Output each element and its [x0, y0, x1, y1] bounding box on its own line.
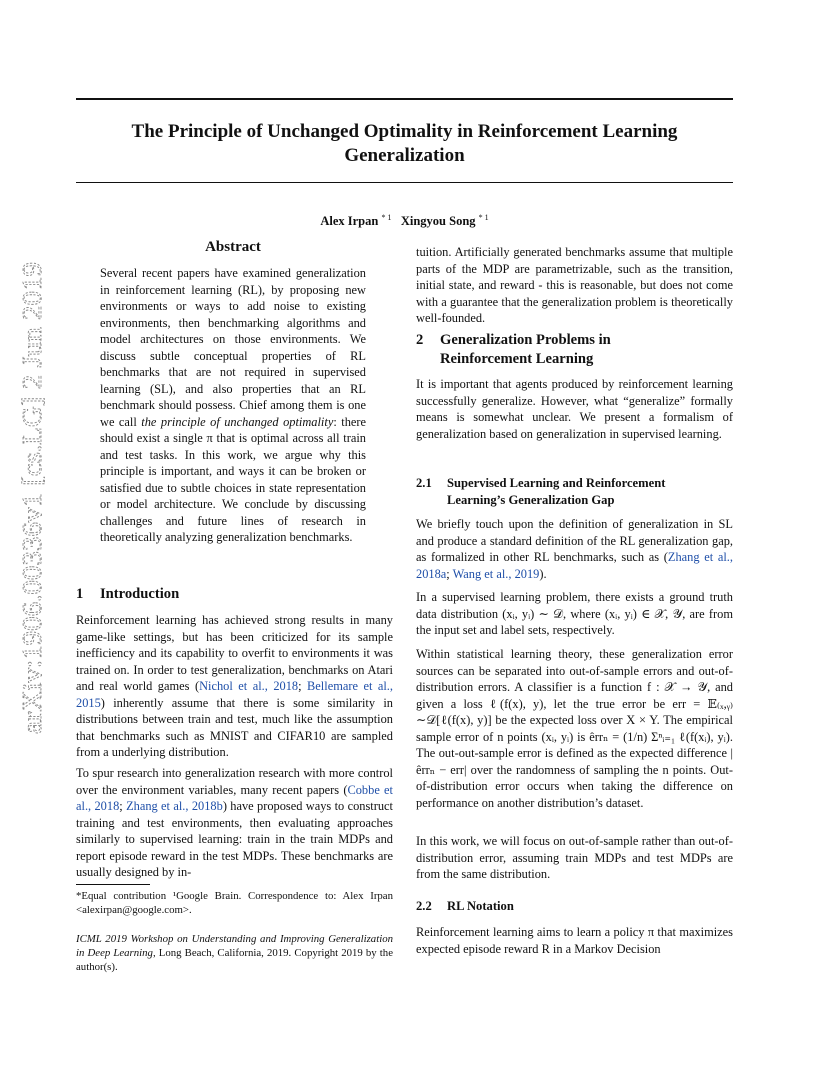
section-1-heading: 1 Introduction [76, 586, 180, 602]
abstract-text: Several recent papers have examined generalization in reinforcement learning (RL), by proposing new environments or ways to add noise to existing environments, then benchmarking algorithms and model architectures on those environments. We discuss subtle conceptual properties of RL benchmarks that are not required in supervised learning (SL), and also properties that an RL benchmark should possess. Chief among them is one we call the principle of unchanged optimality: there should exist a single π that is optimal across all train and test tasks. In this work, we argue why this principle is important, and ways it can be broken or satisfied due to subtle choices in state representation or model architecture. We conclude by discussing challenges and future lines of research in theoretically analyzing generalization benchmarks. [100, 266, 367, 544]
citation-link[interactable]: Wang et al., 2019 [452, 566, 540, 581]
title-top-rule [76, 98, 733, 100]
abstract-heading: Abstract [205, 239, 261, 255]
citation-link[interactable]: Cobbe et al., 2018 [76, 782, 393, 813]
citation-link[interactable]: Nichol et al., 2018 [199, 679, 299, 693]
subsection-2-2-paragraph: Reinforcement learning aims to learn a policy π that maximizes expected episode reward R in a Markov Decision [416, 925, 733, 956]
author-list [76, 213, 733, 229]
title-line-1: The Principle of Unchanged Optimality in Reinforcement Learning [131, 121, 678, 142]
subsection-2-2-heading: 2.2 RL Notation [416, 899, 514, 913]
section-2-heading: 2 Generalization Problems in Reinforcement Learning [416, 332, 611, 367]
footnote-rule [76, 884, 150, 885]
intro-paragraph-2: To spur research into generalization research with more control over the environment variables, many recent papers (Cobbe et al., 2018; Zhang et al., 2018b) have proposed ways to construct training and test environments, then evaluating approaches similarly to supervised learning: train in the train MDPs and report episode reward in the test MDPs. These benchmarks are usually designed by in- [76, 766, 393, 879]
principle-name: the principle of unchanged optimality [141, 414, 334, 429]
section-2-paragraph: It is important that agents produced by reinforcement learning successfully generalize. However, what “generalize” formally means is somewhat unclear. We present a formalism of generalization based on generalization in supervised learning. [416, 377, 733, 441]
subsection-2-1-paragraph-4: In this work, we will focus on out-of-sample rather than out-of-distribution error, assuming train MDPs and test MDPs are from the same distribution. [416, 834, 733, 881]
citation-link[interactable]: Zhang et al., 2018a [416, 550, 733, 581]
title-bottom-rule [76, 182, 733, 183]
paper-title [76, 120, 733, 168]
footnote-text: *Equal contribution ¹Google Brain. Correspondence to: Alex Irpan <alexirpan@google.com>. [76, 890, 393, 916]
author-name: Xingyou Song [400, 214, 476, 229]
continued-paragraph: tuition. Artificially generated benchmarks assume that multiple parts of the MDP are parametrizable, such as the transition, initial state, and reward - this is reasonable, but does not come with a guarantee that the generalization problem is theoretically well-founded. [416, 245, 733, 325]
citation-link[interactable]: Zhang et al., 2018b [126, 799, 223, 813]
subsection-2-1-paragraph-3: Within statistical learning theory, these generalization error sources can be separated into out-of-sample errors and out-of-distribution errors. A classifier is a function f : 𝒳 → 𝒴, and given a loss ℓ(f(x), y), let the true error be err = 𝔼₍ₓ,ᵧ₎∼𝒟[ℓ(f(x), y)] be the expected loss over X × Y. The empirical sample error of n points (xᵢ, yᵢ) is êrrₙ = (1/n) Σⁿᵢ₌₁ ℓ(f(xᵢ), yᵢ). The out-out-sample error is defined as the expected difference |êrrₙ − err| over the randomness of sampling the n points. Out-of-distribution error occurs when taking the difference on performance on another distribution’s dataset. [416, 647, 733, 810]
title-line-2: Generalization [344, 145, 465, 166]
subsection-2-1-paragraph-1: We briefly touch upon the definition of generalization in SL and produce a standard definition of the RL generalization gap, as formalized in other RL benchmarks, such as (Zhang et al., 2018a; Wang et al., 2019). [416, 517, 733, 581]
intro-paragraph-1: Reinforcement learning has achieved strong results in many game-like settings, but has been criticized for its sample inefficiency and its capability to overfit to environments it was trained on. In order to test generalization, benchmarks on Atari and real world games (Nichol et al., 2018; Bellemare et al., 2015) inherently assume that there is some similarity in distributions between train and test, much like the assumption that benchmarks such as MNIST and CIFAR10 are sampled from a underlying distribution. [76, 613, 393, 759]
subsection-2-1-heading: 2.1 Supervised Learning and Reinforcement Learning’s Generalization Gap [416, 476, 666, 507]
arxiv-stamp-text: arXiv:1906.00336v1 [cs.LG] 2 Jun 2019 [17, 294, 47, 734]
author-name: Alex Irpan [320, 214, 379, 229]
author-affil-mark: * 1 [478, 213, 489, 222]
arxiv-stamp [8, 258, 48, 738]
author-affil-mark: * 1 [381, 213, 392, 222]
citation-link[interactable]: Bellemare et al., 2015 [76, 679, 393, 710]
venue-note: ICML 2019 Workshop on Understanding and Improving Generalization in Deep Learning, Long Beach, California, 2019. Copyright 2019 by the author(s). [76, 933, 393, 973]
subsection-2-1-paragraph-2: In a supervised learning problem, there exists a ground truth data distribution (xᵢ, yᵢ) ∼ 𝒟, where (xᵢ, yᵢ) ∈ 𝒳, 𝒴, are from the input set and label sets, respectively. [416, 590, 733, 637]
